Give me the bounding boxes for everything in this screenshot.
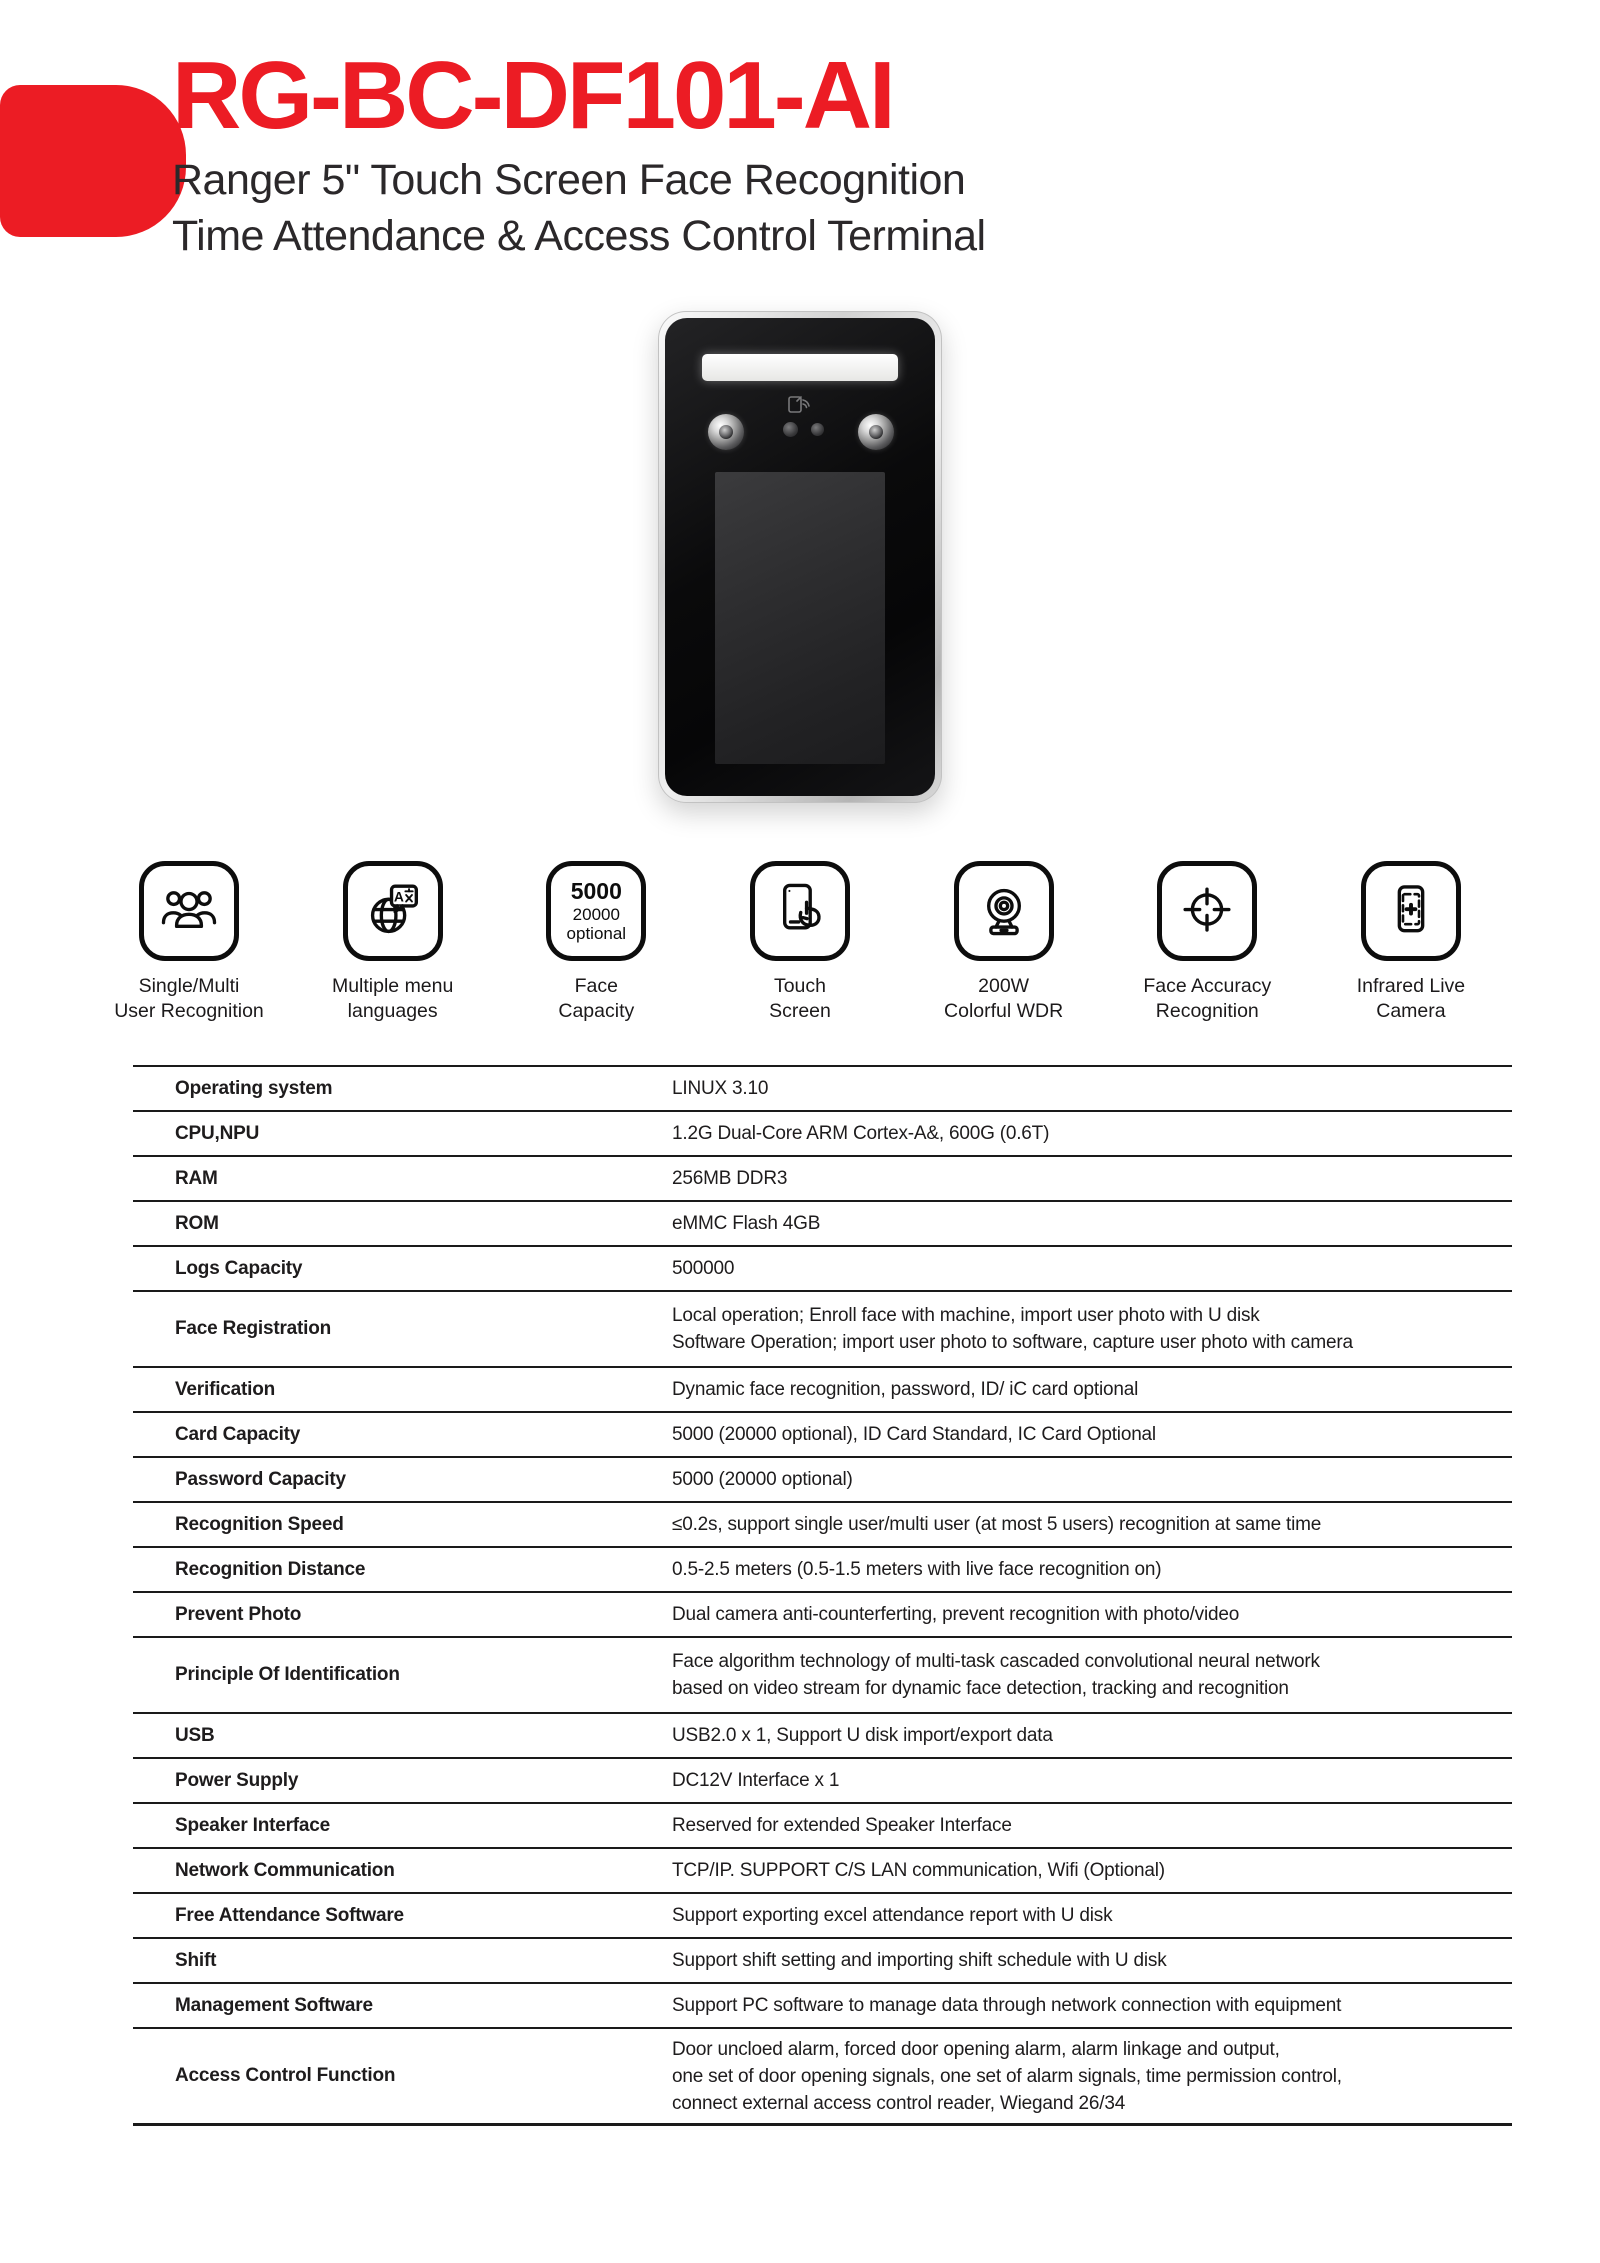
feature-label — [114, 974, 264, 1024]
spec-label: Network Communication — [175, 1859, 395, 1881]
spec-value — [672, 1992, 1512, 2019]
spec-value-line: one set of door opening signals, one set of alarm signals, time permission control, — [672, 2065, 1342, 2087]
capacity-number-line: 20000 — [572, 905, 620, 925]
spec-value — [672, 1902, 1512, 1929]
capacity-number-icon — [546, 861, 646, 961]
feature-label-line: Face — [574, 975, 618, 998]
spec-value-line: connect external access control reader, Wiegand 26/34 — [672, 2092, 1126, 2114]
spec-label: Verification — [175, 1378, 276, 1400]
spec-row — [133, 1202, 1512, 1247]
feature-item — [707, 861, 893, 1024]
device-right-lens — [858, 414, 894, 450]
spec-value — [672, 1210, 1512, 1237]
feature-label-line: Face Accuracy — [1143, 975, 1272, 998]
product-subtitle-line2: Time Attendance & Access Control Terminal — [172, 212, 986, 261]
spec-row — [133, 1593, 1512, 1638]
spec-row — [133, 1157, 1512, 1202]
feature-label — [332, 974, 453, 1024]
spec-value-line: Support PC software to manage data through network connection with equipment — [672, 1995, 1342, 2017]
device-camera-dot — [811, 423, 824, 436]
spec-row — [133, 1849, 1512, 1894]
header — [0, 0, 1600, 265]
feature-label-line: Colorful WDR — [944, 1000, 1064, 1023]
spec-value — [672, 1120, 1512, 1147]
spec-row — [133, 1067, 1512, 1112]
spec-row — [133, 1984, 1512, 2029]
feature-label-line: Infrared Live — [1356, 975, 1466, 998]
spec-label: Principle Of Identification — [175, 1664, 400, 1686]
device-left-lens — [708, 414, 744, 450]
spec-label: Face Registration — [175, 1318, 332, 1340]
feature-item — [911, 861, 1097, 1024]
spec-label: Access Control Function — [175, 2065, 396, 2087]
spec-row — [133, 1804, 1512, 1849]
spec-value — [672, 1376, 1512, 1403]
spec-value-line: Dual camera anti-counterferting, prevent recognition with photo/video — [672, 1604, 1240, 1626]
spec-value — [672, 2036, 1512, 2117]
capacity-number-line: optional — [566, 924, 627, 944]
spec-value — [672, 1511, 1512, 1538]
svg-text:A: A — [393, 888, 404, 905]
spec-label: Prevent Photo — [175, 1603, 302, 1625]
spec-value-line: 5000 (20000 optional) — [672, 1469, 853, 1491]
webcam-icon — [954, 861, 1054, 961]
spec-value-line: Local operation; Enroll face with machine, import user photo with U disk — [672, 1305, 1260, 1327]
spec-value-line: Door uncloed alarm, forced door opening alarm, alarm linkage and output, — [672, 2038, 1280, 2060]
spec-value-line: Dynamic face recognition, password, ID/ iC card optional — [672, 1379, 1139, 1401]
feature-label-line: languages — [347, 1000, 438, 1023]
spec-value-line: Reserved for extended Speaker Interface — [672, 1815, 1012, 1837]
spec-value-line: 0.5-2.5 meters (0.5-1.5 meters with live face recognition on) — [672, 1559, 1162, 1581]
spec-value — [672, 1947, 1512, 1974]
spec-label: Card Capacity — [175, 1423, 301, 1445]
spec-value — [672, 1302, 1512, 1356]
feature-label — [944, 974, 1063, 1024]
capacity-number-line: 5000 — [570, 878, 622, 905]
spec-label: Power Supply — [175, 1769, 299, 1791]
spec-value — [672, 1857, 1512, 1884]
spec-label: RAM — [175, 1167, 218, 1189]
feature-label-line: 200W — [978, 975, 1030, 998]
spec-value — [672, 1466, 1512, 1493]
spec-value-line: ≤0.2s, support single user/multi user (at most 5 users) recognition at same time — [672, 1514, 1322, 1536]
spec-value — [672, 1722, 1512, 1749]
spec-label: Recognition Distance — [175, 1558, 366, 1580]
feature-label-line: Touch — [773, 975, 826, 998]
spec-value — [672, 1767, 1512, 1794]
spec-row — [133, 1292, 1512, 1368]
spec-value-line: eMMC Flash 4GB — [672, 1213, 821, 1235]
device-fill-light-strip — [702, 354, 898, 381]
spec-value-line: 500000 — [672, 1258, 735, 1280]
capacity-numbers — [567, 880, 627, 942]
spec-value — [672, 1812, 1512, 1839]
feature-item — [503, 861, 689, 1024]
spec-row — [133, 1458, 1512, 1503]
spec-value-line: USB2.0 x 1, Support U disk import/export data — [672, 1725, 1053, 1747]
device-front-panel — [665, 318, 935, 796]
feature-label-line: User Recognition — [114, 1000, 264, 1023]
spec-row — [133, 1638, 1512, 1714]
spec-value-line: Face algorithm technology of multi-task cascaded convolutional neural network — [672, 1651, 1320, 1673]
feature-label-line: Multiple menu — [331, 975, 454, 998]
spec-value-line: LINUX 3.10 — [672, 1078, 769, 1100]
feature-label-line: Recognition — [1155, 1000, 1259, 1023]
spec-label: Free Attendance Software — [175, 1904, 404, 1926]
spec-label: USB — [175, 1724, 215, 1746]
feature-label-line: Camera — [1376, 1000, 1446, 1023]
spec-row — [133, 1548, 1512, 1593]
feature-label — [558, 974, 634, 1024]
feature-item — [1318, 861, 1504, 1024]
spec-label: Logs Capacity — [175, 1257, 303, 1279]
infrared-camera-icon — [1361, 861, 1461, 961]
feature-item — [1114, 861, 1300, 1024]
spec-row — [133, 1714, 1512, 1759]
spec-label: Shift — [175, 1949, 217, 1971]
feature-item — [300, 861, 486, 1024]
product-model-title: RG-BC-DF101-AI — [172, 42, 893, 149]
spec-value-line: based on video stream for dynamic face detection, tracking and recognition — [672, 1678, 1289, 1700]
spec-label: Recognition Speed — [175, 1513, 344, 1535]
device-touch-screen — [715, 472, 885, 764]
spec-row — [133, 1413, 1512, 1458]
touch-screen-icon — [750, 861, 850, 961]
spec-row — [133, 1939, 1512, 1984]
spec-row — [133, 2029, 1512, 2126]
device-silver-frame — [658, 311, 942, 803]
users-group-icon — [139, 861, 239, 961]
spec-label: Management Software — [175, 1994, 373, 2016]
feature-item — [96, 861, 282, 1024]
spec-value — [672, 1255, 1512, 1282]
spec-value — [672, 1556, 1512, 1583]
spec-value — [672, 1075, 1512, 1102]
device-camera-dot — [783, 422, 798, 437]
product-subtitle — [172, 152, 1600, 266]
feature-label-line: Screen — [769, 1000, 831, 1023]
spec-label: ROM — [175, 1212, 219, 1234]
spec-label: Operating system — [175, 1077, 333, 1099]
spec-row — [133, 1247, 1512, 1292]
spec-value-line: Support shift setting and importing shift schedule with U disk — [672, 1950, 1167, 1972]
feature-label-line: Capacity — [558, 1000, 635, 1023]
feature-icons-row — [96, 861, 1504, 1024]
spec-value — [672, 1421, 1512, 1448]
spec-table — [133, 1065, 1512, 2126]
spec-value-line: Support exporting excel attendance report with U disk — [672, 1905, 1113, 1927]
feature-label — [769, 974, 831, 1024]
spec-label: Speaker Interface — [175, 1814, 331, 1836]
spec-row — [133, 1368, 1512, 1413]
spec-value — [672, 1601, 1512, 1628]
spec-row — [133, 1894, 1512, 1939]
spec-value-line: Software Operation; import user photo to software, capture user photo with camera — [672, 1332, 1353, 1354]
feature-label — [1357, 974, 1465, 1024]
spec-value-line: TCP/IP. SUPPORT C/S LAN communication, Wifi (Optional) — [672, 1860, 1165, 1882]
globe-language-icon — [343, 861, 443, 961]
spec-label: Password Capacity — [175, 1468, 346, 1490]
spec-value-line: 5000 (20000 optional), ID Card Standard, IC Card Optional — [672, 1424, 1156, 1446]
spec-label: CPU,NPU — [175, 1122, 260, 1144]
feature-label — [1143, 974, 1271, 1024]
spec-value — [672, 1648, 1512, 1702]
spec-value — [672, 1165, 1512, 1192]
crosshair-icon — [1157, 861, 1257, 961]
product-image — [0, 311, 1600, 803]
spec-row — [133, 1112, 1512, 1157]
feature-label-line: Single/Multi — [138, 975, 240, 998]
spec-row — [133, 1503, 1512, 1548]
product-subtitle-line1: Ranger 5" Touch Screen Face Recognition — [172, 155, 966, 204]
rfid-icon — [787, 394, 813, 421]
spec-value-line: 1.2G Dual-Core ARM Cortex-A&, 600G (0.6T) — [672, 1123, 1050, 1145]
spec-value-line: 256MB DDR3 — [672, 1168, 788, 1190]
spec-value-line: DC12V Interface x 1 — [672, 1770, 840, 1792]
spec-row — [133, 1759, 1512, 1804]
